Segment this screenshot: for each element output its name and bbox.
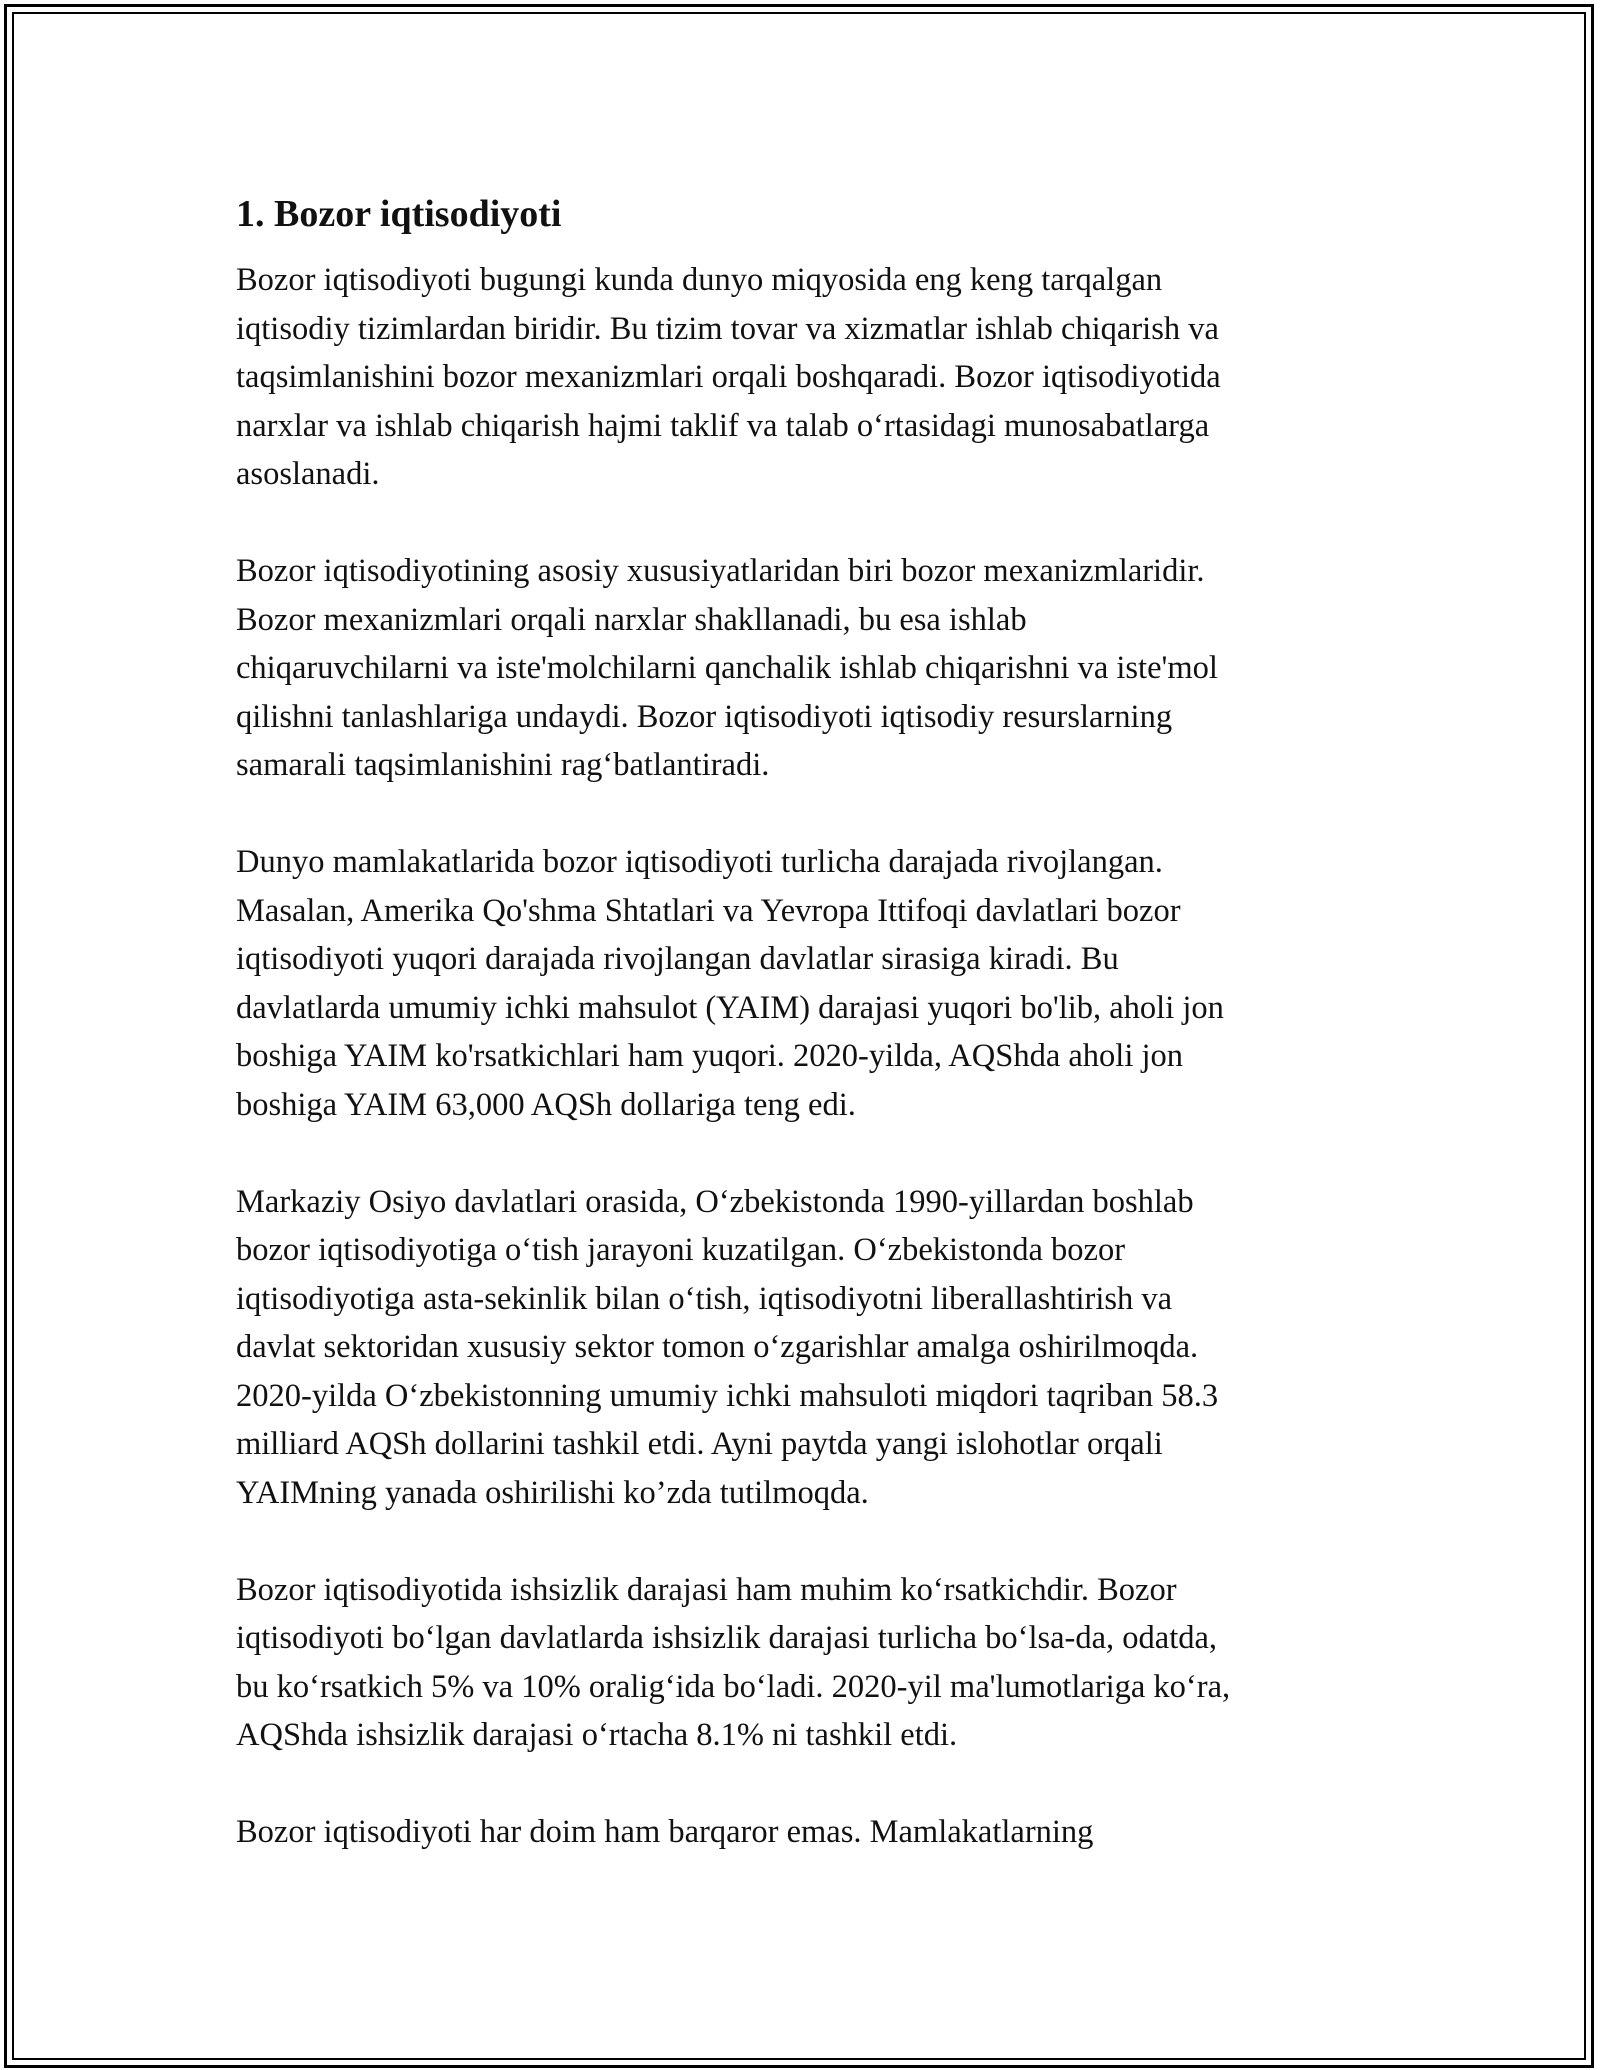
paragraph-market-mechanisms: Bozor iqtisodiyotining asosiy xususiyatlaridan biri bozor mexanizmlaridir. Bozor mexanizmlari orqali narxlar shakllanadi, bu esa ishlab chiqaruvchilarni va iste'molchilarni qanchalik ishlab chiqarishni va iste'mol qilishni tanlashlariga undaydi. Bozor iqtisodiyoti iqtisodiy resurslarning samarali taqsimlanishini rag‘batlantiradi.	[236, 553, 1218, 783]
paragraph-intro: Bozor iqtisodiyoti bugungi kunda dunyo miqyosida eng keng tarqalgan iqtisodiy tizimlardan biridir. Bu tizim tovar va xizmatlar ishlab chiqarish va taqsimlanishini bozor mexanizmlari orqali boshqaradi. Bozor iqtisodiyotida narxlar va ishlab chiqarish hajmi taklif va talab o‘rtasidagi munosabatlarga asoslanadi.	[236, 262, 1221, 492]
paragraph-stability: Bozor iqtisodiyoti har doim ham barqaror emas. Mamlakatlarning	[236, 1814, 1094, 1850]
paragraph-world-countries: Dunyo mamlakatlarida bozor iqtisodiyoti turlicha darajada rivojlangan. Masalan, Amerika Qo'shma Shtatlari va Yevropa Ittifoqi davlatlari bozor iqtisodiyoti yuqori darajada rivojlangan davlatlar sirasiga kiradi. Bu davlatlarda umumiy ichki mahsulot (YAIM) darajasi yuqori bo'lib, aholi jon boshiga YAIM ko'rsatkichlari ham yuqori. 2020-yilda, AQShda aholi jon boshiga YAIM 63,000 AQSh dollariga teng edi.	[236, 844, 1224, 1123]
section-heading: 1. Bozor iqtisodiyoti	[236, 193, 562, 235]
paragraph-unemployment: Bozor iqtisodiyotida ishsizlik darajasi ham muhim ko‘rsatkichdir. Bozor iqtisodiyoti bo‘lgan davlatlarda ishsizlik darajasi turlicha bo‘lsa-da, odatda, bu ko‘rsatkich 5% va 10% oralig‘ida bo‘ladi. 2020-yil ma'lumotlariga ko‘ra, AQShda ishsizlik darajasi o‘rtacha 8.1% ni tashkil etdi.	[236, 1571, 1231, 1753]
paragraph-central-asia: Markaziy Osiyo davlatlari orasida, O‘zbekistonda 1990-yillardan boshlab bozor iqtisodiyotiga o‘tish jarayoni kuzatilgan. O‘zbekistonda bozor iqtisodiyotiga asta-sekinlik bilan o‘tish, iqtisodiyotni liberallashtirish va davlat sektoridan xususiy sektor tomon o‘zgarishlar amalga oshirilmoqda. 2020-yilda O‘zbekistonning umumiy ichki mahsuloti miqdori taqriban 58.3 milliard AQSh dollarini tashkil etdi. Ayni paytda yangi islohotlar orqali YAIMning yanada oshirilishi ko’zda tutilmoqda.	[236, 1183, 1219, 1511]
document-page	[236, 186, 1386, 1905]
